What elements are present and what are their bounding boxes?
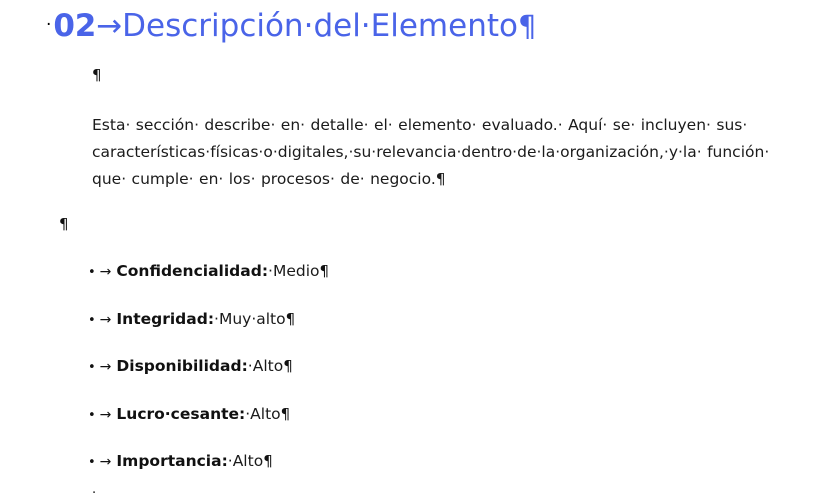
trailing-space-mark: · [92, 486, 97, 501]
list-item-value: ·Alto [227, 452, 264, 470]
bullet-dot-icon: • [88, 407, 96, 423]
list-item-term: Importancia: [116, 452, 228, 470]
bullet-dot-icon: • [88, 455, 96, 470]
list-item-term: Disponibilidad: [116, 357, 248, 375]
bullet-dot-icon: • [88, 360, 96, 375]
heading-pilcrow-icon: ¶ [517, 9, 537, 43]
list-item-value: ·Alto [245, 404, 281, 423]
tab-arrow-icon: → [99, 311, 112, 328]
list-item-term: Lucro·cesante: [116, 404, 246, 423]
list-item-value: ·Alto [247, 357, 284, 375]
pilcrow-icon: ¶ [280, 404, 291, 423]
list-item[interactable] [88, 310, 788, 358]
tab-arrow-icon: → [99, 359, 112, 375]
heading-list-bullet-icon: · [46, 15, 52, 35]
list-item[interactable] [88, 262, 788, 310]
pilcrow-icon: ¶ [59, 215, 69, 233]
heading-line[interactable] [46, 8, 536, 44]
tab-arrow-icon: → [99, 454, 112, 470]
bullet-dot-icon: • [88, 265, 96, 280]
body-paragraph[interactable]: Esta· sección· describe· en· detalle· el· elemento· evaluado.· Aquí· se· incluyen· sus· características·físicas·o·digitales,·su·relevancia·dentro·de·la·organización,·y·la· función· que· cumple· en· los· procesos· de· negocio.¶ [92, 116, 775, 188]
list-item-value: ·Medio [268, 262, 320, 280]
bullet-dot-icon: • [88, 312, 96, 328]
list-item-term: Integridad: [116, 309, 215, 328]
tab-arrow-icon: → [99, 264, 112, 280]
list-item-term: Confidencialidad: [116, 262, 269, 280]
pilcrow-icon: ¶ [263, 452, 273, 470]
list-item[interactable] [88, 357, 788, 405]
list-item[interactable] [88, 452, 788, 500]
pilcrow-icon: ¶ [319, 262, 330, 280]
pilcrow-icon: ¶ [92, 66, 102, 84]
pilcrow-icon: ¶ [283, 357, 293, 375]
pilcrow-icon: ¶ [285, 309, 296, 328]
page-title: Descripción·del·Elemento [122, 8, 518, 44]
tab-arrow-icon: → [96, 8, 123, 44]
heading-number: 02 [53, 8, 97, 44]
tab-arrow-icon: → [99, 406, 112, 423]
list-item-value: ·Muy·alto [214, 309, 286, 328]
list-item[interactable] [88, 405, 788, 453]
bullet-list [88, 262, 788, 500]
